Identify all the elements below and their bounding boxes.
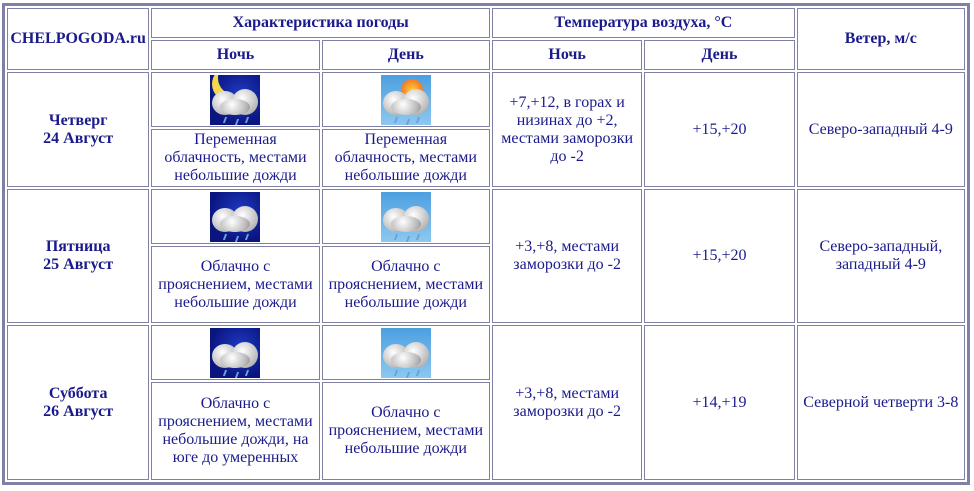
date-cell: [7, 325, 149, 480]
wind: Северо-западный 4-9: [797, 72, 965, 187]
header-temp-day: День: [644, 40, 794, 70]
day-icon-cell: [322, 72, 490, 127]
date-cell: [7, 189, 149, 323]
date-cell: [7, 72, 149, 187]
cloud-rain-day-icon: [381, 328, 431, 378]
day-description: Переменная облачность, местами небольшие дожди: [322, 129, 490, 187]
header-weather-night: Ночь: [151, 40, 319, 70]
header-temp-night: Ночь: [492, 40, 642, 70]
date: 25 Август: [43, 256, 114, 273]
temp-night: +3,+8, местами заморозки до -2: [492, 189, 642, 323]
header-temperature: Температура воздуха, °С: [492, 8, 795, 38]
moon-cloud-rain-icon: [210, 75, 260, 125]
day-description: Облачно с прояснением, местами небольшие дожди: [322, 246, 490, 323]
wind: Северо-западный, западный 4-9: [797, 189, 965, 323]
weather-forecast-table: [2, 3, 970, 485]
night-description: Облачно с прояснением, местами небольшие дожди, на юге до умеренных: [151, 382, 319, 480]
night-icon-cell: [151, 189, 319, 244]
cloud-rain-night-icon: [210, 328, 260, 378]
night-icon-cell: [151, 325, 319, 380]
temp-night: +7,+12, в горах и низинах до +2, местами заморозки до -2: [492, 72, 642, 187]
temp-day: +14,+19: [644, 325, 794, 480]
night-description: Переменная облачность, местами небольшие дожди: [151, 129, 319, 187]
cloud-rain-night-icon: [210, 192, 260, 242]
header-wind: Ветер, м/с: [797, 8, 965, 70]
cloud-rain-day-icon: [381, 192, 431, 242]
night-icon-cell: [151, 72, 319, 127]
day-icon-cell: [322, 325, 490, 380]
weekday: Четверг: [48, 111, 108, 129]
date: 24 Август: [43, 129, 114, 147]
temp-day: +15,+20: [644, 72, 794, 187]
date: 26 Август: [43, 402, 114, 420]
day-icon-cell: [322, 189, 490, 244]
temp-day: +15,+20: [644, 189, 794, 323]
day-description: Облачно с прояснением, местами небольшие дожди: [322, 382, 490, 480]
site-brand: CHELPOGODA.ru: [7, 8, 149, 70]
temp-night: +3,+8, местами заморозки до -2: [492, 325, 642, 480]
sun-cloud-rain-icon: [381, 75, 431, 125]
weekday: Пятница: [45, 238, 111, 255]
header-weather: Характеристика погоды: [151, 8, 490, 38]
header-weather-day: День: [322, 40, 490, 70]
wind: Северной четверти 3-8: [797, 325, 965, 480]
weekday: Суббота: [48, 384, 108, 402]
night-description: Облачно с прояснением, местами небольшие дожди: [151, 246, 319, 323]
